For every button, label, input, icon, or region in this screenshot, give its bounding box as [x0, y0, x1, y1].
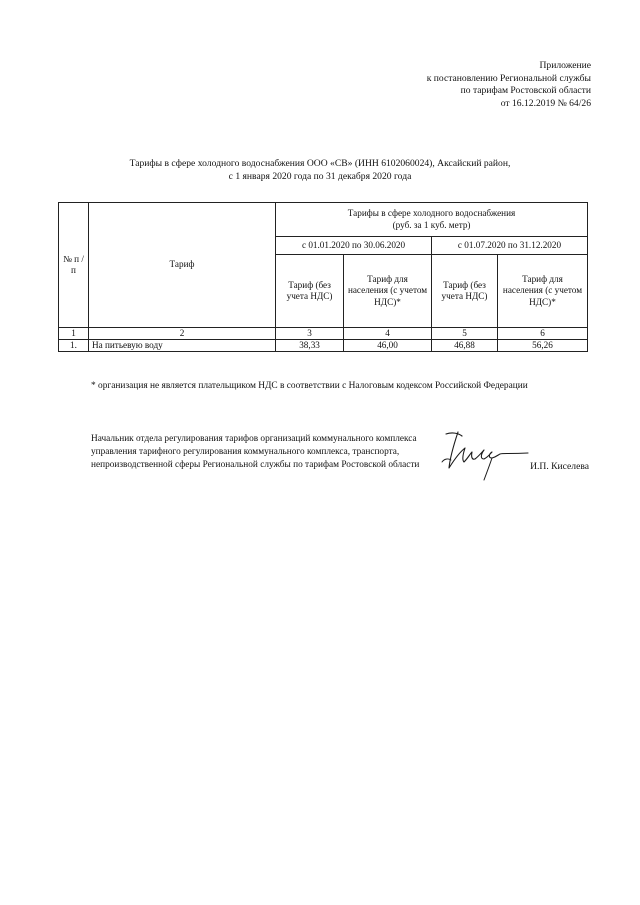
header-sub-1 — [276, 255, 344, 328]
appendix-line: от 16.12.2019 № 64/26 — [500, 97, 591, 109]
index-cell: 4 — [344, 328, 432, 340]
row-value: 46,88 — [432, 340, 498, 352]
document-title — [0, 158, 640, 184]
row-number: 1. — [59, 340, 89, 352]
table-row — [59, 340, 588, 352]
header-group-line-2: (руб. за 1 куб. метр) — [392, 219, 471, 230]
header-group — [276, 203, 588, 237]
position-line: Начальник отдела регулирования тарифов организаций коммунального комплекса — [91, 434, 417, 444]
header-number-label: № п /п — [63, 254, 84, 275]
signature-block — [91, 433, 419, 471]
header-period-1: с 01.01.2020 по 30.06.2020 — [276, 237, 432, 255]
row-value: 56,26 — [497, 340, 587, 352]
header-number — [59, 203, 89, 328]
handwritten-signature — [432, 424, 532, 484]
appendix-line: по тарифам Ростовской области — [460, 85, 591, 97]
appendix-line: Приложение — [539, 60, 591, 71]
index-row — [59, 328, 588, 340]
row-name: На питьевую воду — [88, 340, 275, 352]
row-value: 46,00 — [344, 340, 432, 352]
index-cell: 6 — [497, 328, 587, 340]
header-sub-1-label: Тариф (без учета НДС) — [286, 279, 333, 301]
header-sub-2 — [344, 255, 432, 328]
header-tariff: Тариф — [88, 203, 275, 328]
header-sub-4-label: Тариф для населения (с учетом НДС)* — [502, 274, 583, 307]
index-cell: 3 — [276, 328, 344, 340]
index-cell: 5 — [432, 328, 498, 340]
index-cell: 1 — [59, 328, 89, 340]
header-group-line-1: Тарифы в сфере холодного водоснабжения — [347, 208, 516, 219]
position-line: непроизводственной сферы Региональной службы по тарифам Ростовской области — [91, 459, 420, 470]
header-sub-4 — [497, 255, 587, 328]
title-line-1: Тарифы в сфере холодного водоснабжения ООО «СВ» (ИНН 6102060024), Аксайский район, — [129, 158, 511, 169]
row-value: 38,33 — [276, 340, 344, 352]
appendix-header — [427, 60, 591, 110]
index-cell: 2 — [88, 328, 275, 340]
tariff-table — [58, 202, 588, 352]
header-sub-3 — [432, 255, 498, 328]
position-line: управления тарифного регулирования коммунального комплекса, транспорта, — [91, 446, 400, 457]
footnote: * организация не является плательщиком НДС в соответствии с Налоговым кодексом Российской Федерации — [91, 381, 528, 391]
header-sub-3-label: Тариф (без учета НДС) — [441, 279, 488, 301]
appendix-line: к постановлению Региональной службы — [426, 72, 591, 84]
header-period-2: с 01.07.2020 по 31.12.2020 — [432, 237, 588, 255]
signer-name: И.П. Киселева — [530, 461, 589, 472]
header-sub-2-label: Тариф для населения (с учетом НДС)* — [347, 274, 428, 307]
title-line-2: с 1 января 2020 года по 31 декабря 2020 года — [228, 170, 412, 182]
